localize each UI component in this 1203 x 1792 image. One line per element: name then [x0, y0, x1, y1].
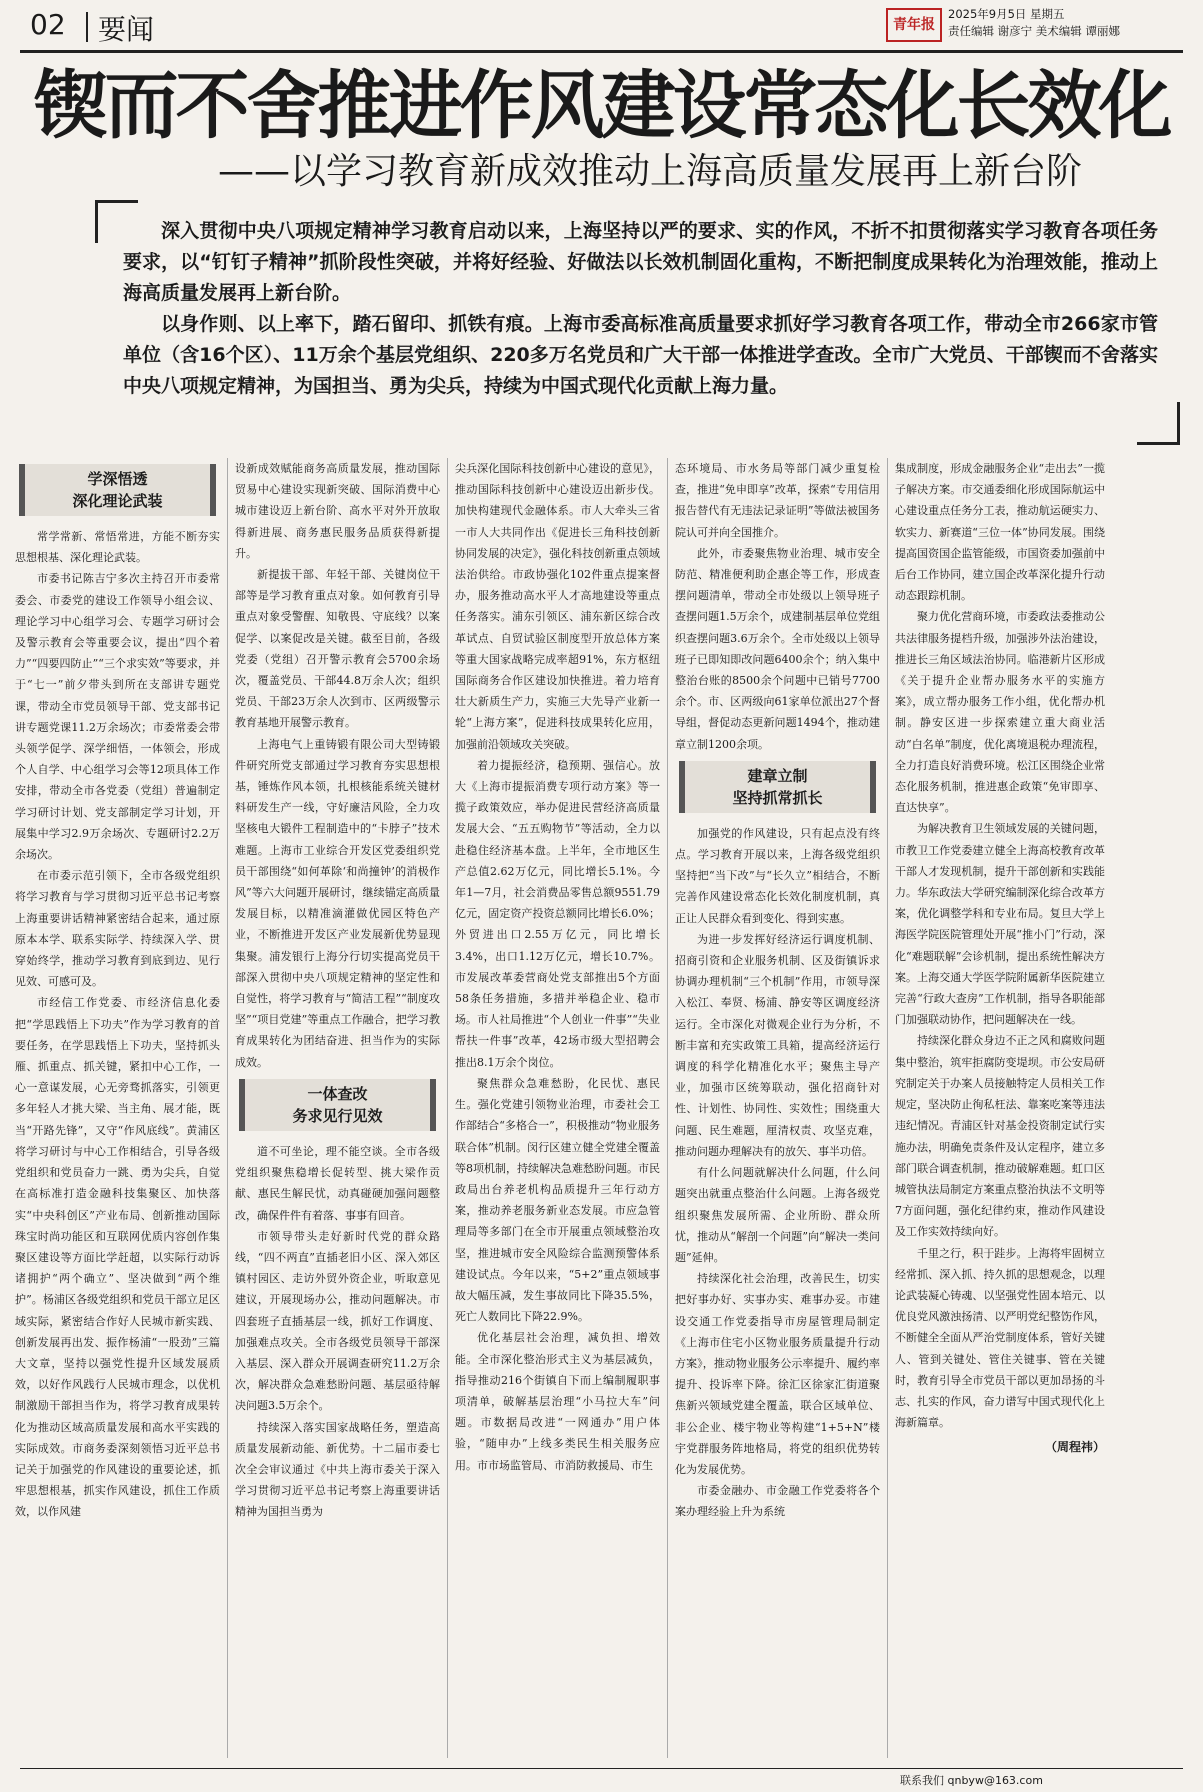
footer-rule	[20, 1768, 1183, 1769]
column-divider	[447, 458, 448, 1758]
paragraph: 为进一步发挥好经济运行调度机制、招商引资和企业服务机制、区及街镇诉求协调办理机制“三个机制”作用，市领导深入松江、奉贤、杨浦、静安等区调度经济运行。全市深化对微观企业行为分析，不断丰富和充实政策工具箱，提高经济运行调度的科学化精准化水平；聚焦主导产业，加强市区统筹联动，强化招商针对性、计划性、协同性、实效性；围绕重大问题、民生难题，厘清权责、攻坚克难，推动问题办理解决有的放矢、事半功倍。	[675, 932, 880, 1158]
paragraph: 优化基层社会治理，减负担、增效能。全市深化整治形式主义为基层减负，指导推动216个街镇自下而上编制履职事项清单，破解基层治理“小马拉大车”问题。市数据局改进“一网通办”用户体验，“随申办”上线多类民生相关服务应用。市市场监管局、市消防救援局、市生	[455, 1331, 660, 1472]
paragraph: 聚焦群众急难愁盼，化民忧、惠民生。强化党建引领物业治理，市委社会工作部结合“多格合一”，积极推动“物业服务联合体”机制。闵行区建立健全党建全覆盖等8项机制，持续解决急难愁盼问题。市民政局出台养老机构品质提升三年行动方案，推动养老服务新业态发展。市应急管理局等多部门在全市开展重点领域整治攻坚，推进城市安全风险综合监测预警体系建设试点。今年以来，“5+2”重点领域事故大幅压减，发生事故同比下降35.5%，死亡人数同比下降22.9%。	[455, 1076, 660, 1324]
main-headline: 锲而不舍推进作风建设常态化长效化	[33, 63, 1170, 149]
column-2	[235, 458, 440, 1778]
paragraph: 市领导带头走好新时代党的群众路线，“四不两直”直插老旧小区、深入郊区镇村园区、走访外贸外资企业，听取意见建议，开展现场办公，推动问题解决。市四套班子直插基层一线，抓好工作调度、加强难点攻关。全市各级党员领导干部深入基层、深入群众开展调查研究11.2万余次，解决群众急难愁盼问题、基层亟待解决问题3.5万余个。	[235, 1229, 440, 1413]
lead-corner	[1137, 402, 1180, 445]
lead-box	[95, 200, 1180, 445]
paragraph: 在市委示范引领下，全市各级党组织将学习教育与学习贯彻习近平总书记考察上海重要讲话精神紧密结合起来，通过原原本本学、联系实际学、持续深入学、贯穿始终学，推动学习教育到底到边、见行见效、可感可及。	[15, 869, 220, 989]
paragraph: 道不可坐论，理不能空谈。全市各级党组织聚焦稳增长促转型、挑大梁作贡献、惠民生解民忧，动真碰硬加强问题整改，确保件件有着落、事事有回音。	[235, 1144, 440, 1222]
paragraph: 设新成效赋能商务高质量发展，推动国际贸易中心建设实现新突破、国际消费中心城市建设迈上新台阶、高水平对外开放取得新进展、商务惠民服务品质获得新提升。	[235, 462, 440, 560]
paragraph: 态环境局、市水务局等部门减少重复检查，推进“免申即享”改革，探索“专用信用报告替代有无违法记录证明”等做法被国务院认可并向全国推介。	[675, 462, 880, 539]
paragraph: 加强党的作风建设，只有起点没有终点。学习教育开展以来，上海各级党组织坚持把“当下改”与“长久立”相结合，不断完善作风建设常态化长效化制度机制，真正让人民群众看到变化、得到实惠。	[675, 826, 880, 925]
paragraph: 市委金融办、市金融工作党委将各个案办理经验上升为系统	[675, 1484, 880, 1519]
paragraph: 有什么问题就解决什么问题，什么问题突出就重点整治什么问题。上海各级党组织聚焦发展所需、企业所盼、群众所忧，推动从“解剖一个问题”向“解决一类问题”延伸。	[675, 1166, 880, 1264]
paragraph: 集成制度，形成金融服务企业“走出去”一揽子解决方案。市交通委细化形成国际航运中心建设重点任务分工表，推动航运硬实力、软实力、新赛道“三位一体”协同发展。围绕提高国资国企监管能级，市国资委加强前中后台工作协同，建立国企改革深化提升行动动态跟踪机制。	[895, 462, 1105, 603]
author-byline: （周程祎）	[1044, 1440, 1105, 1455]
column-divider	[227, 458, 228, 1758]
header-rule	[20, 50, 1183, 53]
paragraph: 市委书记陈吉宁多次主持召开市委常委会、市委党的建设工作领导小组会议、理论学习中心组学习会、专题学习研讨会及警示教育会等重要会议，提出“四个着力”“四要四防止”“三个求实效”等要求，并于“七一”前夕带头到所在支部讲专题党课，带动全市党员领导干部、党支部书记讲专题党课11.2万余场次；市委常委会带头领学促学、深学细悟，一体领会，形成个人自学、中心组学习会等12项具体工作安排，带动全市各党委（党组）普遍制定学习研讨计划、党支部制定学习计划，开展集中学习2.9万余场次、专题研讨2.2万余场次。	[15, 572, 220, 862]
paragraph: 尖兵深化国际科技创新中心建设的意见》，推动国际科技创新中心建设迈出新步伐。加快构建现代金融体系。市人大牵头三省一市人大共同作出《促进长三角科技创新协同发展的决定》，强化科技创新重点领域法治供给。市政协强化102件重点提案督办，服务推动高水平人才高地建设等重点任务落实。浦东引领区、浦东新区综合改革试点、自贸试验区制度型开放总体方案等重大国家战略完成率超91%，东方枢纽国际商务合作区建设加快推进。着力培育壮大新质生产力，实施三大先导产业新一轮“上海方案”，促进科技成果转化应用，加强前沿领域攻关突破。	[455, 462, 660, 751]
paragraph: 持续深化群众身边不正之风和腐败问题集中整治，筑牢拒腐防变堤坝。市公安局研究制定关于办案人员接触特定人员相关工作规定，坚决防止徇私枉法、靠案吃案等违法违纪情况。青浦区针对基金投资制定试行实施办法，明确免责条件及认定程序，建立多部门联合调查机制，推动破解难题。虹口区城管执法局制定方案重点整治执法不文明等7方面问题，强化纪律约束，推动作风建设及工作实效持续向好。	[895, 1034, 1105, 1239]
column-4	[675, 458, 880, 1778]
paragraph: 着力提振经济，稳预期、强信心。放大《上海市提振消费专项行动方案》等一揽子政策效应，举办促进民营经济高质量发展大会、“五五购物节”等活动，全力以赴稳住经济基本盘。上半年，全市地区生产总值2.62万亿元，同比增长5.1%。今年1—7月，社会消费品零售总额9551.79亿元，固定资产投资总额同比增长6.0%；外贸进出口2.55万亿元，同比增长3.4%，出口1.12万亿元，增长10.7%。市发展改革委营商处党支部推出5个方面58条任务措施，多措并举稳企业、稳市场。市人社局推进“个人创业一件事”“失业帮扶一件事”改革，42场市级大型招聘会推出8.1万余个岗位。	[455, 758, 660, 1069]
page-header	[0, 0, 1203, 52]
lead-text	[123, 216, 1158, 402]
paragraph: 聚力优化营商环境，市委政法委推动公共法律服务提档升级，加强涉外法治建设，推进长三角区域法治协同。临港新片区形成《关于提升企业帮办服务水平的实施方案》，成立帮办服务工作小组，优化帮办机制。静安区进一步探索建立重大商业活动“白名单”制度，优化离境退税办理流程，全力打造良好消费环境。松江区围绕企业常态化服务机制，推进惠企政策“免审即享、直达快享”。	[895, 610, 1105, 815]
paragraph: 持续深化社会治理，改善民生，切实把好事办好、实事办实、难事办妥。市建设交通工作党委指导市房屋管理局制定《上海市住宅小区物业服务质量提升行动方案》，推动物业服务公示率提升、履约率提升、投诉率下降。徐汇区徐家汇街道聚焦新兴领域党建全覆盖，联合区域单位、非公企业、楼宇物业等构建“1+5+N”楼宇党群服务阵地格局，将党的组织优势转化为发展优势。	[675, 1272, 880, 1476]
header-info	[948, 6, 1120, 40]
paragraph: 常学常新、常悟常进，方能不断夯实思想根基、深化理论武装。	[15, 530, 220, 565]
lead-paragraph: 以身作则、以上率下，踏石留印、抓铁有痕。上海市委高标准高质量要求抓好学习教育各项工作，带动全市266家市管单位（含16个区）、11万余个基层党组织、220多万名党员和广大干部一体推进学查改。全市广大党员、干部锲而不舍落实中央八项规定精神，为国担当、勇为尖兵，持续为中国式现代化贡献上海力量。	[123, 313, 1158, 397]
issue-date: 2025年9月5日 星期五	[948, 7, 1065, 21]
paragraph: 新提拔干部、年轻干部、关键岗位干部等是学习教育重点对象。如何教育引导重点对象受警醒、知敬畏、守底线？以案促学、以案促改是关键。截至目前，各级党委（党组）召开警示教育会5700余场次，覆盖党员、干部44.8万余人次；组织党员、干部23万余人次到市、区两级警示教育基地开展警示教育。	[235, 568, 440, 730]
newspaper-logo-icon: 青年报	[886, 8, 942, 42]
column-5	[895, 458, 1105, 1778]
page-number: 02	[30, 8, 66, 41]
paragraph: 为解决教育卫生领域发展的关键问题，市教卫工作党委建立健全上海高校教育改革干部人才发现机制，提升干部创新和实践能力。华东政法大学研究编制深化综合改革方案，优化调整学科和专业布局。复旦大学上海医学院医院管理处开展“推小门”行动，深化“难题联解”会诊机制，提出系统性解决方案。上海交通大学医学院附属新华医院建立完善“行政大查房”工作机制，指导各职能部门加强联动协作，把问题解决在一线。	[895, 822, 1105, 1027]
sub-headline: ——以学习教育新成效推动上海高质量发展再上新台阶	[217, 151, 1082, 192]
section-subhead: 一体查改 务求见行见效	[239, 1079, 436, 1131]
header-divider	[86, 12, 88, 42]
column-3	[455, 458, 660, 1778]
section-subhead: 学深悟透 深化理论武装	[19, 464, 216, 516]
paragraph: 市经信工作党委、市经济信息化委把“学思践悟上下功夫”作为学习教育的首要任务，在学思践悟上下功夫，坚持抓头雁、抓重点、抓关键，紧扣中心工作，一心一意谋发展，心无旁骛抓落实，引领更多年轻人才挑大梁、当主角、展才能，既当“开路先锋”，又守“作风底线”。黄浦区将学习研讨与中心工作相结合，引导各级党组织和党员奋力一跳、勇为尖兵，自觉在高标准打造金融科技集聚区、加快落实“中央科创区”产业布局、创新推动国际珠宝时尚功能区和互联网优质内容创作集聚区建设等方面比学赶超，以实际行动诉诸拥护“两个确立”、坚决做到“两个维护”。杨浦区各级党组织和党员干部立足区域实际，紧密结合作好人民城市新实践、创新发展再出发、振作杨浦“一股劲”三篇大文章，坚持以强党性提升区域发展质效，以好作风践行人民城市理念，以优机制激励干部担当作为，将学习教育成果转化为推动区域高质量发展和高水平实践的实际成效。市商务委深刻领悟习近平总书记关于加强党的作风建设的重要论述，抓牢思想根基，抓实作风建设，抓住工作质效，以作风建	[15, 996, 220, 1519]
section-name: 要闻	[98, 13, 155, 46]
lead-paragraph: 深入贯彻中央八项规定精神学习教育启动以来，上海坚持以严的要求、实的作风，不折不扣贯彻落实学习教育各项任务要求，以“钉钉子精神”抓阶段性突破，并将好经验、好做法以长效机制固化重构，不断把制度成果转化为治理效能，推动上海高质量发展再上新台阶。	[123, 220, 1158, 304]
article-body	[15, 458, 1190, 1778]
column-1	[15, 458, 220, 1778]
paragraph: 持续深入落实国家战略任务，塑造高质量发展新动能、新优势。十二届市委七次全会审议通过《中共上海市委关于深入学习贯彻习近平总书记考察上海重要讲话精神为国担当勇为	[235, 1420, 440, 1519]
paragraph: 上海电气上重铸锻有限公司大型铸锻件研究所党支部通过学习教育夯实思想根基，锤炼作风本领，扎根核能系统关键材料研发生产一线，守好廉洁风险，全力攻坚核电大锻件工程制造中的“卡脖子”技术难题。上海市工业综合开发区党委组织党员干部围绕“如何革除‘和尚撞钟’的消极作风”等六大问题开展研讨，继续锚定高质量发展目标，以精准滴灌做优园区特色产业，不断推进开发区产业发展新优势显现集聚。浦发银行上海分行切实提高党员干部深入贯彻中央八项规定精神的坚定性和自觉性，将学习教育与“简洁工程”“制度攻坚”“项目党建”等重点工作融合，把学习教育成果转化为团结奋进、担当作为的实际成效。	[235, 737, 440, 1069]
paragraph: 千里之行，积于跬步。上海将牢固树立经常抓、深入抓、持久抓的思想观念，以理论武装凝心铸魂、以坚强党性固本培元、以优良党风激浊扬清、以严明党纪整饬作风，不断健全全面从严治党制度体系，管好关键人、管到关键处、管住关键事、管在关键时，教育引导全市党员干部以更加昂扬的斗志、扎实的作风，奋力谱写中国式现代化上海新篇章。	[895, 1246, 1105, 1430]
editor-credits: 责任编辑 谢彦宁 美术编辑 谭丽娜	[948, 24, 1120, 38]
column-divider	[887, 458, 888, 1758]
column-divider	[667, 458, 668, 1758]
section-subhead: 建章立制 坚持抓常抓长	[679, 761, 876, 813]
paragraph: 此外，市委聚焦物业治理、城市安全防范、精准便利助企惠企等工作，形成查摆问题清单，带动全市处级以上领导班子查摆问题1.5万余个，成建制基层单位党组织查摆问题3.6万余个。全市处级以上领导班子已即知即改问题6400余个；纳入集中整治台账的8500余个问题中已销号7700余个。市、区两级向61家单位派出27个督导组，督促动态更新问题1494个，推动建章立制1200余项。	[675, 546, 880, 751]
footer-contact: 联系我们 qnbyw@163.com	[900, 1774, 1043, 1787]
